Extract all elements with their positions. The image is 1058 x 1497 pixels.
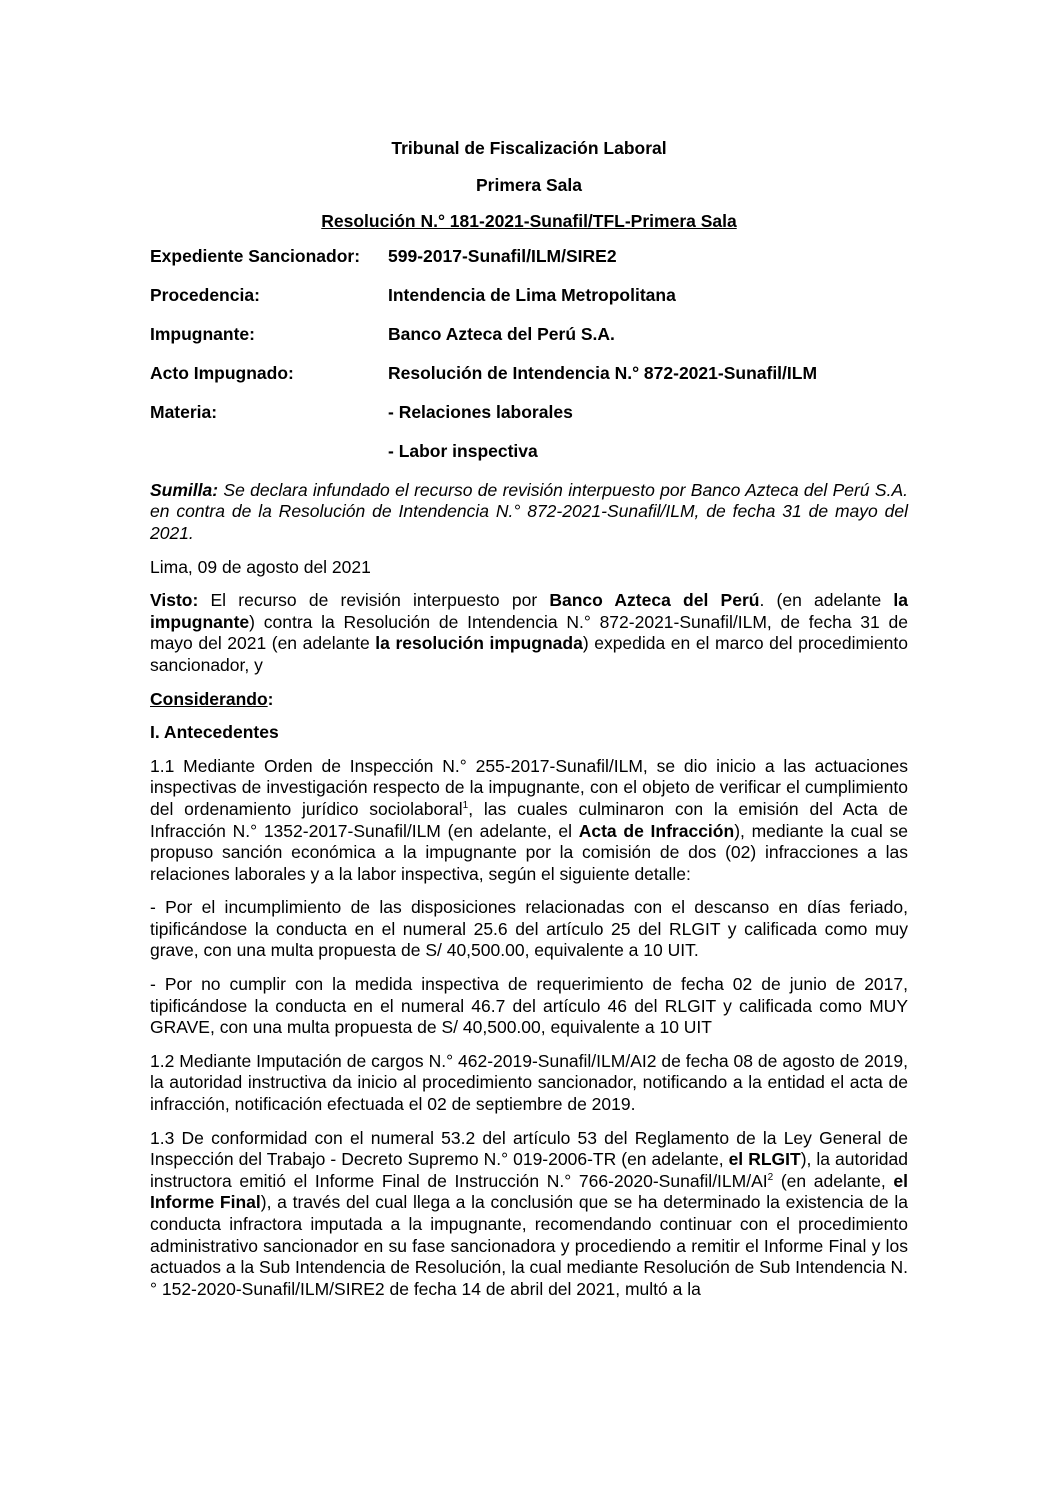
meta-row	[150, 359, 908, 398]
p11-bold: Acta de Infracción	[578, 820, 735, 841]
case-metadata	[150, 242, 908, 476]
p11-text: 1.1 Mediante Orden de Inspección N.° 255-2017-Sunafil/ILM, se dio inicio a las actuaciones inspectivas de investigación respecto de la impugnante, con el objeto de verificar el cumplimiento del ordenamiento jurídico sociolaboral	[150, 755, 908, 819]
visto-label: Visto:	[150, 590, 199, 611]
meta-label: Acto Impugnado:	[150, 362, 294, 383]
meta-label	[150, 437, 388, 476]
meta-row	[150, 398, 908, 437]
visto-bold: la impugnante	[150, 590, 909, 632]
visto-text: ) contra la Resolución de Intendencia N.° 872-2021-Sunafil/ILM, de fecha 31 de mayo del 2021 (en adelante	[150, 611, 908, 654]
meta-value: Resolución de Intendencia N.° 872-2021-Sunafil/ILM	[388, 362, 818, 383]
date-line: Lima, 09 de agosto del 2021	[150, 556, 371, 577]
considerando-heading	[150, 689, 908, 711]
p11-text: ), mediante la cual se propuso sanción económica a la impugnante por la comisión de dos (02) infracciones a las relaciones laborales y a la labor inspectiva, según el siguiente detalle:	[150, 820, 908, 884]
sumilla-label: Sumilla:	[150, 479, 219, 500]
sumilla-text: Se declara infundado el recurso de revisión interpuesto por Banco Azteca del Perú S.A. en contra de la Resolución de Intendencia N.° 872-2021-Sunafil/ILM, de fecha 31 de mayo del 2021.	[150, 479, 908, 543]
meta-row	[150, 437, 908, 476]
meta-value: Banco Azteca del Perú S.A.	[388, 323, 615, 344]
meta-value: 599-2017-Sunafil/ILM/SIRE2	[388, 245, 617, 266]
tribunal-title: Tribunal de Fiscalización Laboral	[391, 138, 667, 158]
meta-row	[150, 281, 908, 320]
visto-text: ) expedida en el marco del procedimiento sancionador, y	[150, 633, 908, 675]
meta-value: - Relaciones laborales	[388, 401, 573, 422]
meta-value: - Labor inspectiva	[388, 440, 538, 461]
p13-text: 1.3 De conformidad con el numeral 53.2 del artículo 53 del Reglamento de la Ley General de Inspección del Trabajo - Decreto Supremo N.° 019-2006-TR (en adelante,	[150, 1127, 908, 1170]
paragraph-1-2: 1.2 Mediante Imputación de cargos N.° 462-2019-Sunafil/ILM/AI2 de fecha 08 de agosto de 2019, la autoridad instructiva da inicio al procedimiento sancionador, notificando a la entidad el acta de infracción, notificación efectuada el 02 de septiembre de 2019.	[150, 1050, 908, 1115]
paragraph-1-1	[150, 756, 908, 886]
meta-row	[150, 320, 908, 359]
meta-label: Procedencia:	[150, 284, 260, 305]
document-page	[150, 132, 908, 1300]
resolution-number: Resolución N.° 181-2021-Sunafil/TFL-Primera Sala	[321, 211, 737, 232]
antecedentes-label: I. Antecedentes	[150, 722, 279, 743]
p13-bold: el RLGIT	[728, 1149, 801, 1170]
visto-text: El recurso de revisión interpuesto por	[198, 590, 550, 611]
p13-text: ), la autoridad instructora emitió el Informe Final de Instrucción N.° 766-2020-Sunafil/ILM/AI	[150, 1149, 909, 1191]
meta-row	[150, 242, 908, 281]
visto-text: . (en adelante	[759, 590, 894, 611]
meta-label: Expediente Sancionador:	[150, 245, 361, 266]
considerando-colon: :	[267, 688, 274, 709]
visto-bold: Banco Azteca del Perú	[549, 590, 760, 611]
considerando-word: Considerando	[150, 688, 268, 709]
bullet-item-1: - Por el incumplimiento de las disposiciones relacionadas con el descanso en días feriado, tipificándose la conducta en el numeral 25.6 del artículo 25 del RLGIT y calificada como muy grave, con una multa propuesta de S/ 40,500.00, equivalente a 10 UIT.	[150, 897, 908, 961]
sala-title: Primera Sala	[475, 174, 583, 195]
meta-value: Intendencia de Lima Metropolitana	[388, 284, 676, 305]
meta-label: Impugnante:	[150, 323, 255, 344]
sumilla-paragraph	[150, 480, 908, 545]
antecedentes-heading	[150, 722, 908, 744]
visto-bold: la resolución impugnada	[375, 633, 583, 654]
visto-paragraph	[150, 590, 908, 676]
footnote-ref[interactable]: 1	[462, 800, 469, 812]
p11-text: , las cuales culminaron con la emisión del Acta de Infracción N.° 1352-2017-Sunafil/ILM (en adelante, el	[150, 798, 908, 841]
bullet-item-2: - Por no cumplir con la medida inspectiva de requerimiento de fecha 02 de junio de 2017, tipificándose la conducta en el numeral 46.7 del artículo 46 del RLGIT y calificada como MUY GRAVE, con una multa propuesta de S/ 40,500.00, equivalente a 10 UIT	[150, 974, 908, 1038]
paragraph-1-3	[150, 1128, 908, 1301]
p13-text: ), a través del cual llega a la conclusión que se ha determinado la existencia de la conducta infractora imputada a la impugnante, recomendando continuar con el procedimiento administrativo sancionador en su fase sancionadora y procediendo a remitir el Informe Final y los actuados a la Sub Intendencia de Resolución, la cual mediante Resolución de Sub Intendencia N.° 152-2020-Sunafil/ILM/SIRE2 de fecha 14 de abril del 2021, multó a la	[150, 1192, 908, 1299]
meta-label: Materia:	[150, 401, 218, 422]
p13-bold: el Informe Final	[150, 1170, 908, 1213]
footnote-ref[interactable]: 2	[767, 1171, 774, 1183]
p13-text: (en adelante,	[773, 1170, 894, 1191]
